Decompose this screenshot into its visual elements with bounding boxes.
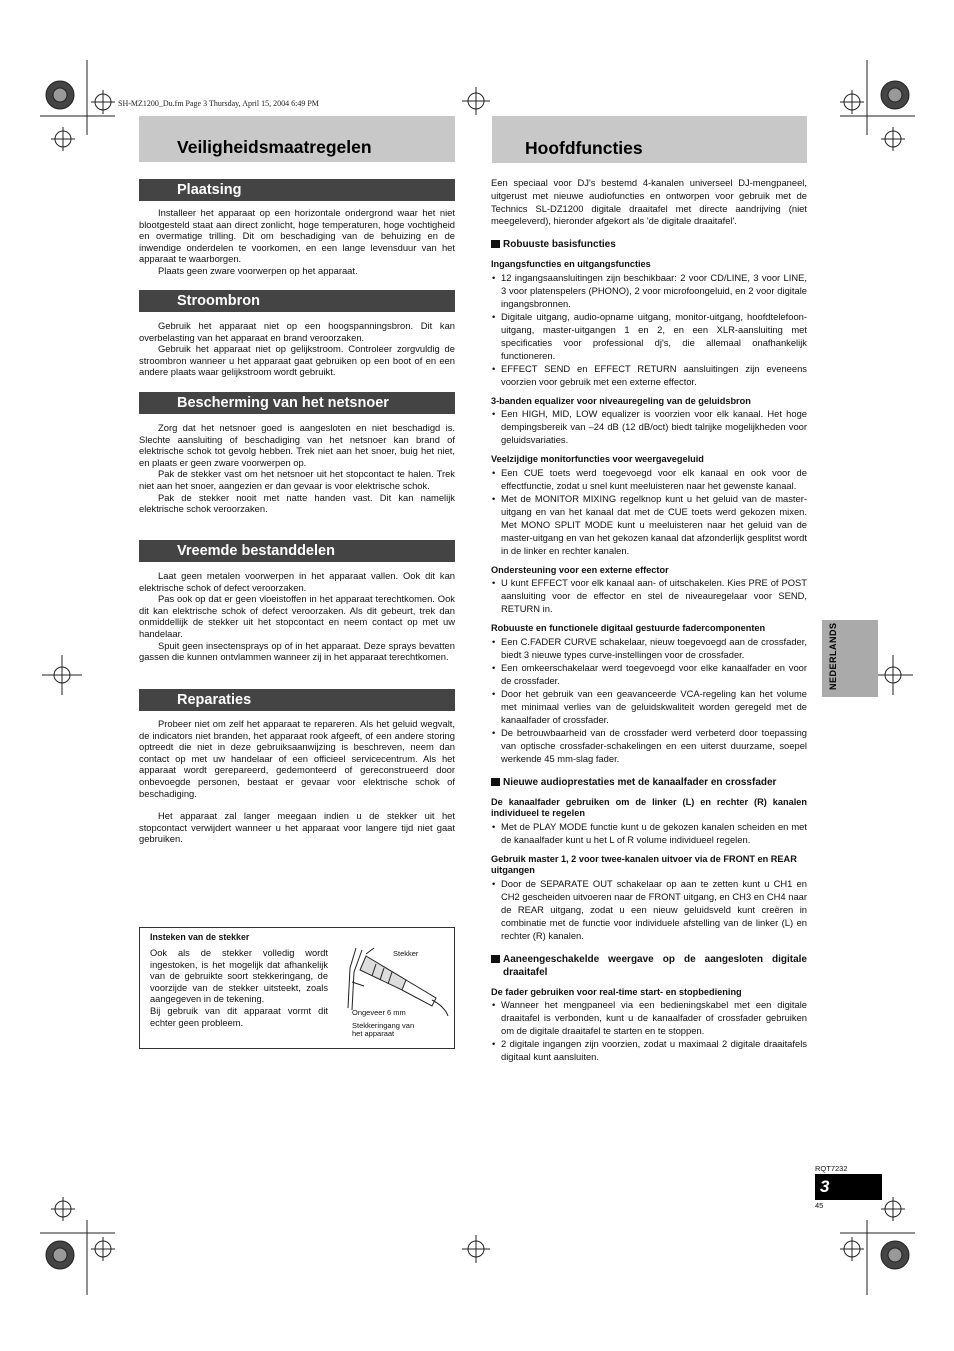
model-code: RQT7232 — [815, 1164, 848, 1173]
heading-plaatsing: Plaatsing — [139, 179, 455, 201]
list-item: • 2 digitale ingangen zijn voorzien, zodat u maximaal 2 digitale draaitafels digitaal kunt aansluiten. — [491, 1037, 807, 1063]
list-item: • Door de SEPARATE OUT schakelaar op aan te zetten kunt u CH1 en CH2 gescheiden uitvoeren naar de FRONT uitgang, en CH3 en CH4 naar de REAR uitgang, zodat u een nieuw geluidsveld kunt creëren in combinatie met de functie voor individuele afstelling van de linker (L) en rechter (R) kanalen. — [491, 877, 807, 942]
bullet-list — [491, 635, 807, 765]
note-body — [150, 948, 328, 1029]
right-title-box — [492, 116, 807, 163]
section-heading-draaitafel: Aaneengeschakelde weergave op de aangesloten digitale draaitafel — [491, 953, 807, 979]
list-item: • Wanneer het mengpaneel via een bedieningskabel met een digitale draaitafel is verbonden, kunt u de kanaalfader of crossfader gebruiken om de digitale draaitafel te starten en te stoppen. — [491, 998, 807, 1037]
square-bullet-icon — [491, 778, 500, 786]
left-page-title: Veiligheidsmaatregelen — [177, 137, 372, 157]
list-item: • Een omkeerschakelaar werd toegevoegd voor elke kanaalfader en voor de crossfader. — [491, 661, 807, 687]
paragraph: Pas ook op dat er geen vloeistoffen in het apparaat terechtkomen. Ook dit kan elektrische schok of defect veroorzaken. Als dit gebeurt, trek dan onmiddellijk de stekker uit het stopcontact en neem contact op met uw handelaar. — [139, 593, 455, 639]
bullet-list — [491, 407, 807, 446]
heading-reparaties: Reparaties — [139, 689, 455, 711]
list-item: • Een CUE toets werd toegevoegd voor elk kanaal en ook voor de effectfunctie, zodat u snel kunt meeluisteren naar het gewenste kanaal. — [491, 466, 807, 492]
paragraph: Gebruik het apparaat niet op een hoogspanningsbron. Dit kan overbelasting van het apparaat en brand veroorzaken. — [139, 320, 455, 343]
subheading: Gebruik master 1, 2 voor twee-kanalen uitvoer via de FRONT en REAR uitgangen — [491, 853, 797, 876]
heading-stroombron: Stroombron — [139, 290, 455, 312]
label-stekker: Stekker — [393, 949, 419, 958]
paragraph: Installeer het apparaat op een horizontale ondergrond waar het niet blootgesteld staat aan direct zonlicht, hoge temperaturen, hoge vochtigheid en overmatige trilling. Dit om beschadiging van de behuizing en de inwendige onderdelen te voorkomen, en een lange levensduur van het apparaat te waarborgen. — [139, 207, 455, 265]
heading-vreemde-bestanddelen: Vreemde bestanddelen — [139, 540, 455, 562]
paragraph: Het apparaat zal langer meegaan indien u de stekker uit het stopcontact verwijdert wanneer u het apparaat voor langere tijd niet gaat gebruiken. — [139, 810, 455, 845]
list-item: • Een C.FADER CURVE schakelaar, nieuw toegevoegd aan de crossfader, biedt 3 nieuwe types curve-instellingen voor de crossfader. — [491, 635, 807, 661]
note-box-stekker — [139, 927, 455, 1049]
right-column-content — [491, 177, 807, 1063]
label-ongeveer-6mm: Ongeveer 6 mm — [352, 1008, 406, 1017]
section-stroombron — [139, 320, 455, 378]
list-item: • Digitale uitgang, audio-opname uitgang, monitor-uitgang, hoofdtelefoon-uitgang, master-uitgangen 1 en 2, en een XLR-aansluiting met specificaties voor professional dj's, die allemaal onafhankelijk functioneren. — [491, 310, 807, 362]
paragraph: Pak de stekker vast om het netsnoer uit het stopcontact te halen. Trek niet aan het snoer, aangezien er dan gevaar is voor elektrische schok. — [139, 468, 455, 491]
list-item: • Met de PLAY MODE functie kunt u de gekozen kanalen scheiden en met de kanaalfader kunt u het L of R volume individueel regelen. — [491, 820, 807, 846]
paragraph: Pak de stekker nooit met natte handen vast. Dit kan namelijk elektrische schok veroorzaken. — [139, 491, 455, 515]
subheading: Robuuste en functionele digitaal gestuurde fadercomponenten — [491, 623, 766, 634]
intro-paragraph: Een speciaal voor DJ's bestemd 4-kanalen universeel DJ-mengpaneel, uitgerust met nieuwe audiofuncties en ontworpen voor gebruik met de Technics SL-DZ1200 digitale draaitafel met directe aandrijving (niet meegeleverd), hieronder afgekort als 'de digitale draaitafel'. — [491, 177, 807, 227]
heading-bescherming-netsnoer: Bescherming van het netsnoer — [139, 392, 455, 414]
list-item: • Door het gebruik van een geavanceerde VCA-regeling kan het volume met minimaal verlies van de geluidskwaliteit worden geregeld met de kanaalfader of crossfader. — [491, 687, 807, 726]
note-text-2: Bij gebruik van dit apparaat vormt dit echter geen probleem. — [150, 1005, 328, 1028]
section-heading-audioprestaties: Nieuwe audioprestaties met de kanaalfader en crossfader — [491, 776, 807, 789]
note-text-1: Ook als de stekker volledig wordt ingestoken, is het mogelijk dat afhankelijk van de gebruikte soort stekkeringang, de voorzijde van de stekker uitsteekt, zoals aangegeven in de tekening. — [150, 948, 328, 1005]
bullet-list — [491, 466, 807, 557]
paragraph: Spuit geen insectensprays op of in het apparaat. Deze sprays bevatten gassen die kunnen ontvlammen wanneer zij in het apparaat terechtkomen. — [139, 639, 455, 663]
subheading: Ondersteuning voor een externe effector — [491, 564, 669, 575]
list-item: • Een HIGH, MID, LOW equalizer is voorzien voor elk kanaal. Het hoge dempingsbereik van –24 dB (12 dB/oct) biedt talrijke mogelijkheden voor geluidsvariaties. — [491, 407, 807, 446]
square-bullet-icon — [491, 240, 500, 248]
label-stekkeringang-2: het apparaat — [352, 1029, 395, 1038]
list-item: • Met de MONITOR MIXING regelknop kunt u het geluid van de master-uitgang en van het kanaal dat met de CUE toets werd gekozen mixen. Met MONO SPLIT MODE kunt u meeluisteren naar het geluid van de master-uitgang en van het gekozen kanaal dat afzonderlijk gesplitst wordt in de linker en rechter kanalen. — [491, 492, 807, 557]
left-title-box — [139, 116, 455, 162]
bullet-list — [491, 998, 807, 1063]
section-vreemde-bestanddelen — [139, 570, 455, 663]
paragraph: Laat geen metalen voorwerpen in het apparaat vallen. Ook dit kan elektrische schok of defect veroorzaken. — [139, 570, 455, 593]
subheading: De fader gebruiken voor real-time start- en stopbediening — [491, 986, 742, 997]
note-title: Insteken van de stekker — [150, 932, 250, 942]
list-item: • De betrouwbaarheid van de crossfader werd verbeterd door toepassing van optische crossfader-schakelingen en een uiterst duurzame, soepel werkende 45 mm-slag fader. — [491, 726, 807, 765]
list-item: • U kunt EFFECT voor elk kanaal aan- of uitschakelen. Kies PRE of POST aansluiting voor de effector en stel de niveauregelaar voor SEND, RETURN in. — [491, 576, 807, 615]
paragraph: Gebruik het apparaat niet op gelijkstroom. Controleer zorgvuldig de stroombron wanneer u het apparaat gaat gebruiken op een boot of en een andere plaats waar gelijkstroom wordt gebruikt. — [139, 343, 455, 378]
bullet-list — [491, 877, 807, 942]
list-item: • 12 ingangsaansluitingen zijn beschikbaar: 2 voor CD/LINE, 3 voor LINE, 3 voor platenspelers (PHONO), 2 voor microfoongeluid, en 2 voor digitale ingangsbronnen. — [491, 271, 807, 310]
section-heading-robuust: Robuuste basisfuncties — [491, 238, 807, 251]
language-side-tab — [822, 620, 878, 697]
page-number-small: 45 — [815, 1201, 824, 1210]
label-stekkeringang-1: Stekkeringang van — [352, 1021, 415, 1030]
page-number: 3 — [815, 1174, 882, 1200]
paragraph: Plaats geen zware voorwerpen op het apparaat. — [158, 264, 358, 276]
bullet-list — [491, 820, 807, 846]
paragraph: Probeer niet om zelf het apparaat te repareren. Als het geluid wegvalt, de indicators niet branden, het apparaat rook afgeeft, of een andere storing optreedt die niet in deze gebruiksaanwijzing is beschreven, neem dan contact op met uw handelaar of een officieel servicecentrum. Als het apparaat wordt gerepareerd, gedemonteerd of gereconstrueerd door onbevoegde personen, bestaat er gevaar voor elektrische schok of beschadiging. — [139, 718, 455, 799]
bullet-list — [491, 271, 807, 388]
right-page-title: Hoofdfuncties — [525, 138, 643, 158]
bullet-list — [491, 576, 807, 615]
section-bescherming-netsnoer — [139, 422, 455, 515]
subheading: Veelzijdige monitorfuncties voor weergavegeluid — [491, 454, 704, 465]
square-bullet-icon — [491, 955, 500, 963]
section-plaatsing — [139, 207, 455, 277]
section-reparaties — [139, 718, 455, 845]
file-info: SH-MZ1200_Du.fm Page 3 Thursday, April 15, 2004 6:49 PM — [118, 99, 319, 108]
list-item: • EFFECT SEND en EFFECT RETURN aansluitingen zijn eveneens voorzien voor gebruik met een externe effector. — [491, 362, 807, 388]
paragraph: Zorg dat het netsnoer goed is aangesloten en niet beschadigd is. Slechte aansluiting of beschadiging van het netsnoer kan brand of elektrische schok tot gevolg hebben. Trek niet aan het snoer, buig het niet, en plaats er geen zware voorwerpen op. — [139, 422, 455, 468]
language-label: NEDERLANDS — [828, 622, 838, 690]
subheading: 3-banden equalizer voor niveauregeling van de geluidsbron — [491, 395, 751, 406]
subheading: Ingangsfuncties en uitgangsfuncties — [491, 259, 651, 270]
subheading: De kanaalfader gebruiken om de linker (L) en rechter (R) kanalen individueel te regelen — [491, 796, 807, 819]
